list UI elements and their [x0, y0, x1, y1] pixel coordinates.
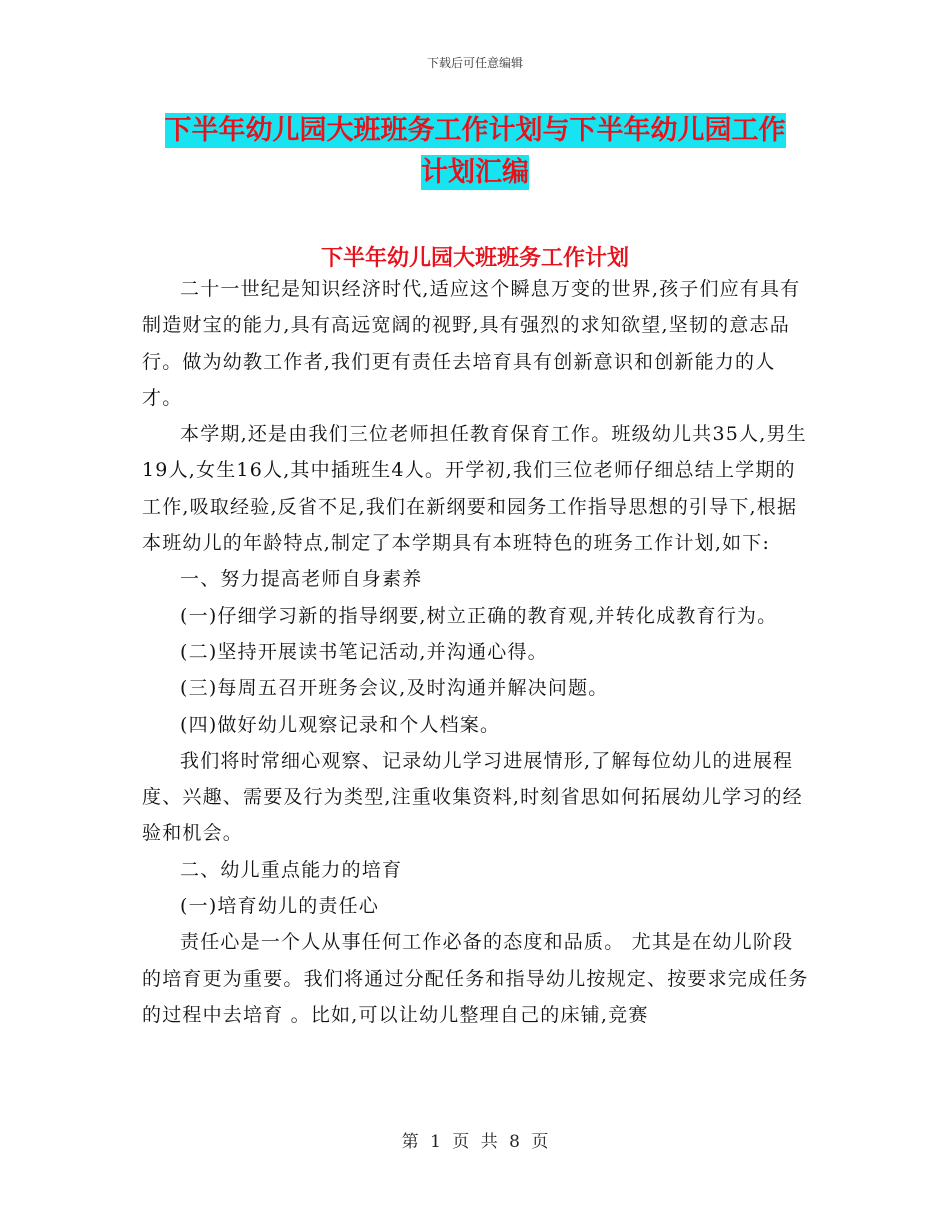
body-text — [142, 271, 810, 1033]
section-title: 下半年幼儿园大班班务工作计划 — [320, 246, 629, 271]
document-title — [0, 110, 950, 194]
list-item: (二)坚持开展读书笔记活动,并沟通心得。 — [180, 640, 548, 663]
list-item: (三)每周五召开班务会议,及时沟通并解决问题。 — [180, 677, 609, 700]
list-item: (一)培育幼儿的责任心 — [180, 895, 380, 918]
list-item: (四)做好幼儿观察记录和个人档案。 — [180, 713, 501, 736]
header-note: 下载后可任意编辑 — [426, 56, 523, 70]
paragraph: 本学期,还是由我们三位老师担任教育保育工作。班级幼儿共35人,男生19人,女生16人,其中插班生4人。开学初,我们三位老师仔细总结上学期的工作,吸取经验,反省不足,我们在新纲要和园务工作指导思想的引导下,根据本班幼儿的年龄特点,制定了本学期具有本班特色的班务工作计划,如下: — [142, 423, 807, 555]
list-item: (一)仔细学习新的指导纲要,树立正确的教育观,并转化成教育行为。 — [180, 604, 778, 627]
page-footer: 第 1 页 共 8 页 — [401, 1132, 549, 1152]
paragraph: 二十一世纪是知识经济时代,适应这个瞬息万变的世界,孩子们应有具有制造财宝的能力,具有高远宽阔的视野,具有强烈的求知欲望,坚韧的意志品行。做为幼教工作者,我们更有责任去培育具有创新意识和创新能力的人才。 — [142, 278, 801, 409]
title-line-1: 下半年幼儿园大班班务工作计划与下半年幼儿园工作 — [164, 115, 786, 146]
title-line-2: 计划汇编 — [421, 157, 529, 188]
heading-1: 一、努力提高老师自身素养 — [180, 568, 423, 591]
paragraph: 责任心是一个人从事任何工作必备的态度和品质。 尤其是在幼儿阶段的培育更为重要。我们将通过分配任务和指导幼儿按规定、按要求完成任务的过程中去培育 。比如,可以让幼儿整理自己的床铺,竞赛 — [142, 931, 809, 1026]
paragraph: 我们将时常细心观察、记录幼儿学习进展情形,了解每位幼儿的进展程度、兴趣、需要及行为类型,注重收集资料,时刻省思如何拓展幼儿学习的经验和机会。 — [142, 749, 803, 845]
heading-2: 二、幼儿重点能力的培育 — [180, 858, 403, 881]
